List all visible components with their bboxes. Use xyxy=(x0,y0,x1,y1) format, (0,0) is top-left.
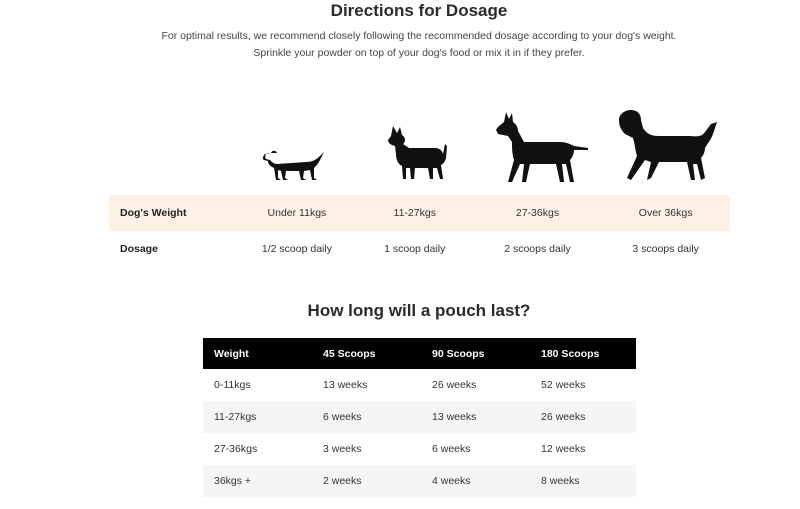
table-cell: 3 weeks xyxy=(323,443,362,455)
dosage-title: Directions for Dosage xyxy=(330,1,508,20)
dosage-cell: 1 scoop daily xyxy=(384,243,446,255)
large-retriever-icon xyxy=(615,108,721,188)
column-header: 180 Scoops xyxy=(530,338,636,369)
table-row xyxy=(203,401,636,433)
table-cell: 26 weeks xyxy=(530,401,636,433)
dachshund-icon xyxy=(262,144,328,184)
weight-cell: Under 11kgs xyxy=(238,195,356,231)
table-row xyxy=(203,465,636,497)
weight-cell: Over 36kgs xyxy=(601,195,730,231)
doberman-icon xyxy=(494,110,592,186)
table-cell: 8 weeks xyxy=(530,465,636,497)
dosage-table xyxy=(109,195,730,267)
column-header: Weight xyxy=(203,338,312,369)
table-cell: 13 weeks xyxy=(323,379,368,391)
table-cell: 6 weeks xyxy=(312,401,421,433)
dosage-cell: 2 scoops daily xyxy=(504,243,571,255)
table-cell: 13 weeks xyxy=(421,401,530,433)
weight-row-label: Dog's Weight xyxy=(109,195,238,231)
table-row xyxy=(203,369,636,401)
weight-cell: 11-27kgs xyxy=(356,195,474,231)
dosage-row-label: Dosage xyxy=(120,243,158,255)
table-cell: 26 weeks xyxy=(432,379,477,391)
pouch-table xyxy=(203,338,636,497)
table-row xyxy=(203,433,636,465)
table-cell: 52 weeks xyxy=(541,379,586,391)
weight-cell: 27-36kgs xyxy=(474,195,602,231)
pouch-table-header xyxy=(203,338,636,369)
dosage-cell: 3 scoops daily xyxy=(632,243,699,255)
dosage-row xyxy=(109,231,730,267)
table-cell: 2 weeks xyxy=(312,465,421,497)
dosage-cell: 1/2 scoop daily xyxy=(261,243,332,255)
table-cell: 11-27kgs xyxy=(203,401,312,433)
table-cell: 12 weeks xyxy=(541,443,586,455)
table-cell: 4 weeks xyxy=(421,465,530,497)
table-cell: 27-36kgs xyxy=(214,443,258,455)
dosage-intro: For optimal results, we recommend closely following the recommended dosage according to your dog's weight. Sprinkle your powder on top of your dog's food or mix it in if they prefer. xyxy=(161,30,677,59)
table-cell: 36kgs + xyxy=(203,465,312,497)
column-header: 90 Scoops xyxy=(421,338,530,369)
table-cell: 0-11kgs xyxy=(214,379,251,391)
table-cell: 6 weeks xyxy=(432,443,471,455)
pouch-title: How long will a pouch last? xyxy=(307,301,531,320)
small-terrier-icon xyxy=(385,124,451,182)
dog-silhouettes xyxy=(0,100,800,190)
column-header: 45 Scoops xyxy=(312,338,421,369)
weight-row xyxy=(109,195,730,231)
